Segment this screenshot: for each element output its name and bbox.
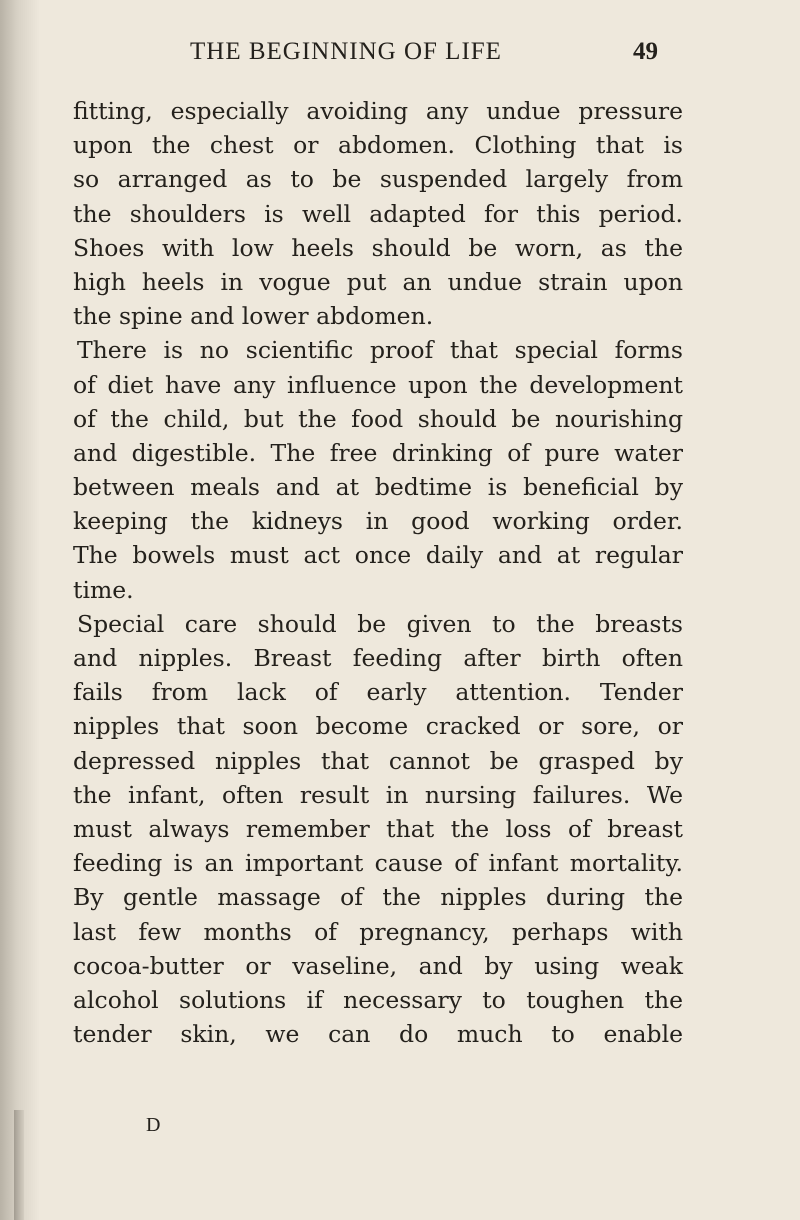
- running-title: THE BEGINNING OF LIFE: [190, 38, 502, 65]
- text-line: Shoes with low heels should be worn, as the: [73, 233, 683, 262]
- text-line: of diet have any influence upon the development: [73, 370, 683, 399]
- text-line: last few months of pregnancy, perhaps with: [73, 917, 683, 946]
- text-line: There is no scientific proof that special forms: [77, 336, 683, 365]
- text-line: high heels in vogue put an undue strain upon: [73, 267, 683, 296]
- text-line: feeding is an important cause of infant mortality.: [73, 849, 683, 878]
- text-line: keeping the kidneys in good working order.: [73, 507, 683, 536]
- text-line: alcohol solutions if necessary to toughen the: [73, 985, 683, 1014]
- text-line: must always remember that the loss of breast: [73, 814, 683, 843]
- text-line: of the child, but the food should be nourishing: [73, 404, 683, 433]
- text-line: so arranged as to be suspended largely from: [73, 165, 683, 194]
- text-line: The bowels must act once daily and at regular: [73, 541, 683, 570]
- text-line: Special care should be given to the breasts: [77, 609, 683, 638]
- text-line: the spine and lower abdomen.: [73, 302, 434, 331]
- text-line: and nipples. Breast feeding after birth often: [73, 644, 683, 672]
- text-line: upon the chest or abdomen. Clothing that is: [73, 131, 683, 160]
- text-line: cocoa-butter or vaseline, and by using weak: [73, 951, 683, 980]
- binding-gutter: [0, 0, 40, 1220]
- text-line: depressed nipples that cannot be grasped by: [73, 746, 683, 775]
- text-line: fitting, especially avoiding any undue pressure: [73, 97, 683, 125]
- page-header: [190, 38, 658, 78]
- text-line: By gentle massage of the nipples during the: [73, 883, 683, 912]
- text-line: the shoulders is well adapted for this period.: [73, 199, 683, 228]
- text-line: between meals and at bedtime is beneficial by: [73, 473, 683, 502]
- text-line: time.: [73, 575, 134, 604]
- text-line: nipples that soon become cracked or sore, or: [73, 712, 683, 741]
- text-line: and digestible. The free drinking of pure water: [73, 438, 683, 467]
- signature-mark: D: [146, 1114, 161, 1136]
- text-line: the infant, often result in nursing failures. We: [73, 780, 683, 809]
- page-number: 49: [633, 38, 658, 65]
- text-line: fails from lack of early attention. Tender: [73, 678, 683, 707]
- body-text: [73, 94, 683, 1051]
- text-line: tender skin, we can do much to enable: [73, 1020, 683, 1049]
